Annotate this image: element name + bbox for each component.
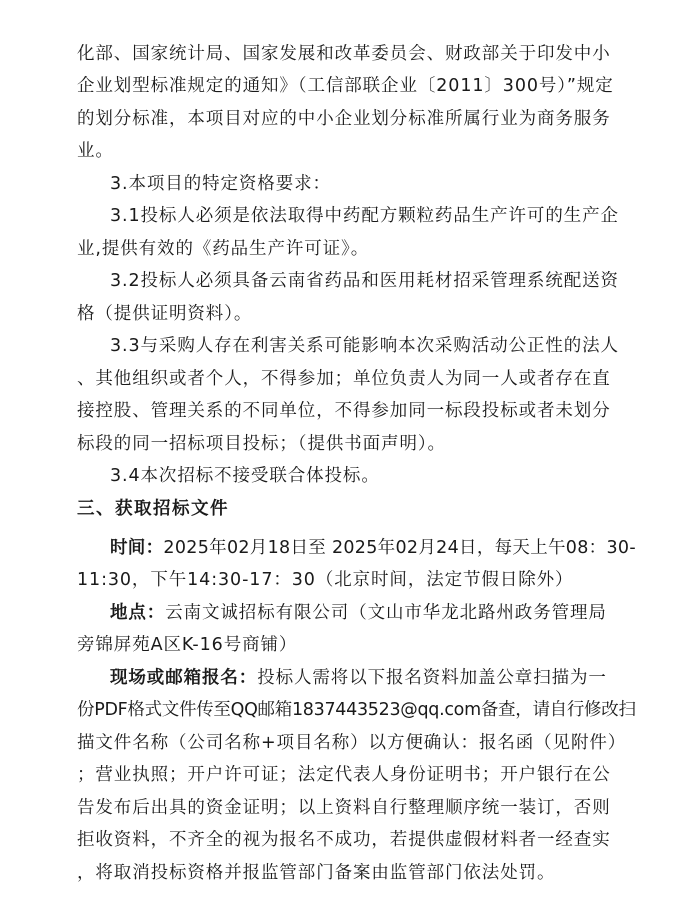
registration-line-7: ，将取消投标资格并报监管部门备案由监管部门依法处罚。	[77, 863, 556, 883]
time-line-1	[110, 535, 637, 561]
location-value: 云南文诚招标有限公司（文山市华龙北路州政务管理局	[165, 603, 607, 623]
qualification-3-3-line-1: 3.3与采购人存在利害关系可能影响本次采购活动公正性的法人	[110, 336, 619, 356]
intro-line-4: 业。	[77, 141, 114, 161]
registration-line-6: 拒收资料，不齐全的视为报名不成功，若提供虚假材料者一经查实	[77, 830, 611, 850]
time-line-2: 11:30，下午14:30-17：30（北京时间，法定节假日除外）	[77, 570, 574, 590]
intro-line-3: 的划分标准，本项目对应的中小企业划分标准所属行业为商务服务	[77, 109, 611, 129]
location-line-1	[110, 600, 637, 626]
intro-line-2: 企业划型标准规定的通知》（工信部联企业〔2011〕300号）”规定	[77, 76, 614, 96]
qualification-3-3-line-3: 接控股、管理关系的不同单位，不得参加同一标段投标或者未划分	[77, 401, 611, 421]
registration-line-1	[110, 665, 637, 691]
qualification-3-3-line-4: 标段的同一招标项目投标；（提供书面声明）。	[77, 434, 446, 454]
qualification-3-1-line-1: 3.1投标人必须是依法取得中药配方颗粒药品生产许可的生产企	[110, 206, 619, 226]
section-heading: 三、获取招标文件	[77, 499, 229, 519]
qualification-3-4-line-1: 3.4本次招标不接受联合体投标。	[110, 466, 380, 486]
registration-value: 投标人需将以下报名资料加盖公章扫描为一	[257, 668, 607, 688]
registration-line-2: 份PDF格式文件传至QQ邮箱1837443523@qq.com备查，请自行修改扫	[77, 700, 636, 720]
time-label: 时间：	[110, 538, 164, 558]
registration-line-3: 描文件名称（公司名称+项目名称）以方便确认：报名函（见附件）	[77, 733, 627, 753]
location-line-2: 旁锦屏苑A区K-16号商铺）	[77, 635, 298, 655]
location-label: 地点：	[110, 603, 166, 623]
qualification-3-1-line-2: 业,提供有效的《药品生产许可证》。	[77, 239, 370, 259]
registration-line-4: ；营业执照；开户许可证；法定代表人身份证明书；开户银行在公	[77, 765, 611, 785]
registration-line-5: 告发布后出具的资金证明；以上资料自行整理顺序统一装订，否则	[77, 798, 611, 818]
registration-label: 现场或邮箱报名：	[110, 668, 258, 688]
qualification-3-3-line-2: 、其他组织或者个人，不得参加；单位负责人为同一人或者存在直	[77, 369, 611, 389]
intro-line-1: 化部、国家统计局、国家发展和改革委员会、财政部关于印发中小	[77, 44, 611, 64]
qualification-3-2-line-1: 3.2投标人必须具备云南省药品和医用耗材招采管理系统配送资	[110, 271, 619, 291]
time-value: 2025年02月18日至 2025年02月24日，每天上午08：30-	[163, 538, 636, 558]
qualifications-title: 3.本项目的特定资格要求：	[110, 174, 331, 194]
qualification-3-2-line-2: 格（提供证明资料）。	[77, 304, 253, 324]
